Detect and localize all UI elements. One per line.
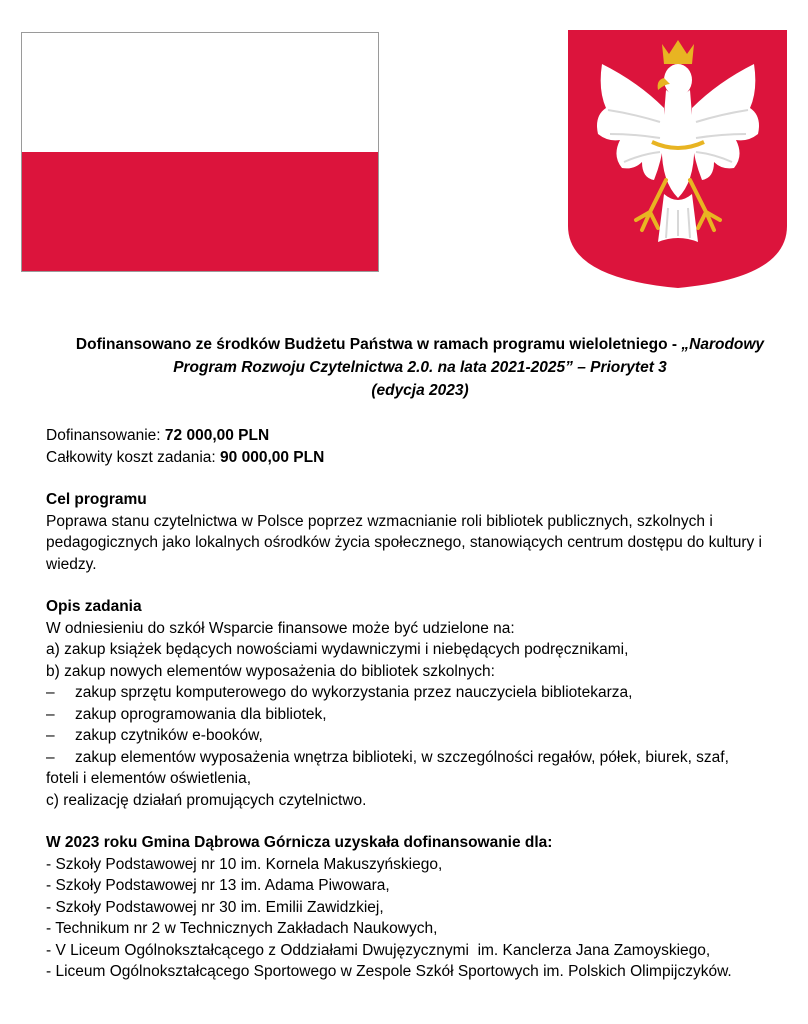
cofinancing-row <box>46 425 801 447</box>
heading-line2: Program Rozwoju Czytelnictwa 2.0. na lata 2021-2025” – Priorytet 3 <box>173 359 667 376</box>
goal-title: Cel programu <box>46 491 147 508</box>
heading-line1: Dofinansowano ze środków Budżetu Państwa w ramach programu wieloletniego - <box>75 336 682 353</box>
task-item-a: a) zakup książek będących nowościami wydawniczymi i niebędących podręcznikami, <box>46 641 629 658</box>
school-list-item: - Technikum nr 2 w Technicznych Zakładach Naukowych, <box>46 920 438 937</box>
task-title: Opis zadania <box>46 598 142 615</box>
task-item-b: b) zakup nowych elementów wyposażenia do bibliotek szkolnych: <box>46 662 495 680</box>
task-sub-item: – zakup sprzętu komputerowego do wykorzystania przez nauczyciela bibliotekarza, <box>46 684 633 701</box>
task-sub-item: – zakup elementów wyposażenia wnętrza biblioteki, w szczególności regałów, półek, biurek, szaf, <box>46 748 729 766</box>
heading-line3: (edycja 2023) <box>371 382 469 399</box>
total-cost-row <box>46 447 801 469</box>
task-sub-item-continuation: foteli i elementów oświetlenia, <box>46 770 252 787</box>
school-list-item: - Liceum Ogólnokształcącego Sportowego w Zespole Szkół Sportowych im. Polskich Olimpijczyków. <box>46 963 732 980</box>
goal-text: Poprawa stanu czytelnictwa w Polsce poprzez wzmacnianie roli bibliotek publicznych, szkolnych i pedagogicznych jako lokalnych ośrodków życia społecznego, stanowiących centrum dostępu do kultury i wiedzy. <box>46 512 762 573</box>
cofinancing-value: 72 000,00 PLN <box>164 427 270 444</box>
school-list-item: - Szkoły Podstawowej nr 30 im. Emilii Zawidzkiej, <box>46 898 384 916</box>
total-cost-label: Całkowity koszt zadania: <box>46 448 221 466</box>
school-list-item: - V Liceum Ogólnokształcącego z Oddziałami Dwujęzycznymi im. Kanclerza Jana Zamoyskiego, <box>46 941 711 959</box>
task-sub-item: – zakup czytników e-booków, <box>46 727 263 744</box>
school-list-item: - Szkoły Podstawowej nr 13 im. Adama Piwowara, <box>46 877 390 894</box>
heading-line1-italic: „Narodowy <box>681 336 765 353</box>
flag-white-stripe <box>22 33 378 152</box>
flag-red-stripe <box>22 152 378 271</box>
polish-flag <box>21 32 379 272</box>
cofinancing-label: Dofinansowanie: <box>46 427 165 444</box>
page-heading <box>40 333 800 402</box>
task-intro: W odniesieniu do szkół Wsparcie finansowe może być udzielone na: <box>46 619 515 637</box>
school-list-item: - Szkoły Podstawowej nr 10 im. Kornela Makuszyńskiego, <box>46 855 443 873</box>
total-cost-value: 90 000,00 PLN <box>220 448 325 466</box>
task-item-c: c) realizację działań promujących czytelnictwo. <box>46 791 367 809</box>
task-sub-item: – zakup oprogramowania dla bibliotek, <box>46 705 327 723</box>
polish-coat-of-arms-icon <box>568 30 787 288</box>
document-body <box>46 425 801 983</box>
schools-title: W 2023 roku Gmina Dąbrowa Górnicza uzyskała dofinansowanie dla: <box>46 834 553 851</box>
